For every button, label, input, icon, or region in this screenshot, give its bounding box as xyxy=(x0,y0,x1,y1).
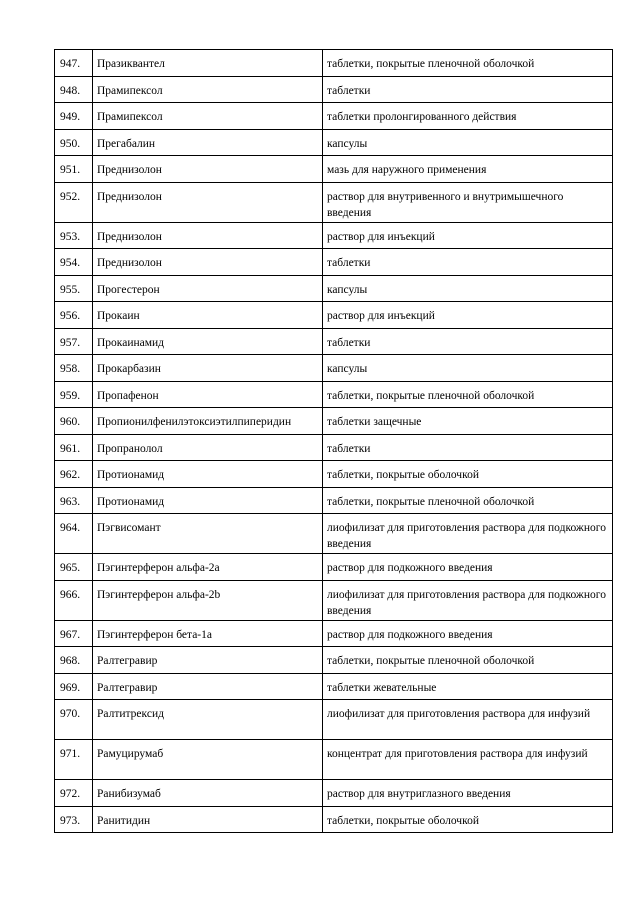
drug-name: Преднизолон xyxy=(93,156,323,183)
drug-name: Ранибизумаб xyxy=(93,780,323,807)
drug-name: Пэгинтерферон альфа-2a xyxy=(93,554,323,581)
table-row xyxy=(55,620,613,647)
row-number: 958. xyxy=(55,355,93,382)
dosage-form: раствор для подкожного введения xyxy=(323,620,613,647)
row-number: 960. xyxy=(55,408,93,435)
table-row xyxy=(55,647,613,674)
drug-table-body xyxy=(55,50,613,833)
dosage-form: капсулы xyxy=(323,355,613,382)
dosage-form: капсулы xyxy=(323,129,613,156)
dosage-form: раствор для инъекций xyxy=(323,302,613,329)
row-number: 967. xyxy=(55,620,93,647)
row-number: 947. xyxy=(55,50,93,77)
dosage-form: капсулы xyxy=(323,275,613,302)
dosage-form: таблетки xyxy=(323,76,613,103)
table-row xyxy=(55,434,613,461)
row-number: 959. xyxy=(55,381,93,408)
drug-name: Протионамид xyxy=(93,487,323,514)
row-number: 971. xyxy=(55,740,93,780)
drug-name: Прокаинамид xyxy=(93,328,323,355)
table-row xyxy=(55,780,613,807)
table-row xyxy=(55,249,613,276)
drug-name: Преднизолон xyxy=(93,222,323,249)
drug-name: Ралтитрексид xyxy=(93,700,323,740)
drug-name: Ралтегравир xyxy=(93,673,323,700)
dosage-form: лиофилизат для приготовления раствора для инфузий xyxy=(323,700,613,740)
drug-name: Преднизолон xyxy=(93,182,323,222)
table-row xyxy=(55,275,613,302)
drug-name: Прокаин xyxy=(93,302,323,329)
table-row xyxy=(55,381,613,408)
table-row xyxy=(55,580,613,620)
drug-name: Пропионилфенилэтоксиэтилпиперидин xyxy=(93,408,323,435)
table-row xyxy=(55,302,613,329)
row-number: 954. xyxy=(55,249,93,276)
row-number: 970. xyxy=(55,700,93,740)
drug-name: Прокарбазин xyxy=(93,355,323,382)
dosage-form: концентрат для приготовления раствора для инфузий xyxy=(323,740,613,780)
drug-name: Прегабалин xyxy=(93,129,323,156)
row-number: 949. xyxy=(55,103,93,130)
dosage-form: лиофилизат для приготовления раствора для подкожного введения xyxy=(323,514,613,554)
dosage-form: таблетки, покрытые пленочной оболочкой xyxy=(323,647,613,674)
table-row xyxy=(55,50,613,77)
table-row xyxy=(55,355,613,382)
dosage-form: лиофилизат для приготовления раствора для подкожного введения xyxy=(323,580,613,620)
dosage-form: таблетки xyxy=(323,434,613,461)
dosage-form: раствор для подкожного введения xyxy=(323,554,613,581)
row-number: 948. xyxy=(55,76,93,103)
table-row xyxy=(55,700,613,740)
table-row xyxy=(55,740,613,780)
dosage-form: таблетки пролонгированного действия xyxy=(323,103,613,130)
table-row xyxy=(55,222,613,249)
row-number: 965. xyxy=(55,554,93,581)
row-number: 964. xyxy=(55,514,93,554)
row-number: 952. xyxy=(55,182,93,222)
drug-name: Прогестерон xyxy=(93,275,323,302)
table-row xyxy=(55,182,613,222)
drug-name: Ралтегравир xyxy=(93,647,323,674)
table-row xyxy=(55,76,613,103)
dosage-form: таблетки, покрытые пленочной оболочкой xyxy=(323,50,613,77)
drug-name: Преднизолон xyxy=(93,249,323,276)
table-row xyxy=(55,554,613,581)
row-number: 956. xyxy=(55,302,93,329)
dosage-form: таблетки xyxy=(323,328,613,355)
drug-name: Пэгвисомант xyxy=(93,514,323,554)
dosage-form: раствор для внутриглазного введения xyxy=(323,780,613,807)
table-row xyxy=(55,806,613,833)
dosage-form: таблетки, покрытые пленочной оболочкой xyxy=(323,381,613,408)
dosage-form: таблетки xyxy=(323,249,613,276)
drug-name: Пропафенон xyxy=(93,381,323,408)
drug-name: Ранитидин xyxy=(93,806,323,833)
table-row xyxy=(55,103,613,130)
table-row xyxy=(55,461,613,488)
dosage-form: таблетки, покрытые оболочкой xyxy=(323,461,613,488)
table-row xyxy=(55,408,613,435)
row-number: 963. xyxy=(55,487,93,514)
dosage-form: раствор для инъекций xyxy=(323,222,613,249)
row-number: 968. xyxy=(55,647,93,674)
dosage-form: таблетки, покрытые пленочной оболочкой xyxy=(323,487,613,514)
row-number: 961. xyxy=(55,434,93,461)
dosage-form: раствор для внутривенного и внутримышечного введения xyxy=(323,182,613,222)
dosage-form: таблетки, покрытые оболочкой xyxy=(323,806,613,833)
row-number: 951. xyxy=(55,156,93,183)
table-row xyxy=(55,156,613,183)
table-row xyxy=(55,514,613,554)
drug-name: Прамипексол xyxy=(93,103,323,130)
row-number: 966. xyxy=(55,580,93,620)
drug-name: Празиквантел xyxy=(93,50,323,77)
drug-name: Протионамид xyxy=(93,461,323,488)
drug-name: Пропранолол xyxy=(93,434,323,461)
dosage-form: мазь для наружного применения xyxy=(323,156,613,183)
dosage-form: таблетки защечные xyxy=(323,408,613,435)
drug-name: Пэгинтерферон альфа-2b xyxy=(93,580,323,620)
row-number: 955. xyxy=(55,275,93,302)
row-number: 973. xyxy=(55,806,93,833)
row-number: 950. xyxy=(55,129,93,156)
table-row xyxy=(55,673,613,700)
drug-name: Рамуцирумаб xyxy=(93,740,323,780)
drug-name: Пэгинтерферон бета-1a xyxy=(93,620,323,647)
table-row xyxy=(55,129,613,156)
row-number: 953. xyxy=(55,222,93,249)
row-number: 962. xyxy=(55,461,93,488)
table-row xyxy=(55,328,613,355)
row-number: 957. xyxy=(55,328,93,355)
table-row xyxy=(55,487,613,514)
drug-table xyxy=(54,49,613,833)
row-number: 969. xyxy=(55,673,93,700)
drug-name: Прамипексол xyxy=(93,76,323,103)
row-number: 972. xyxy=(55,780,93,807)
dosage-form: таблетки жевательные xyxy=(323,673,613,700)
